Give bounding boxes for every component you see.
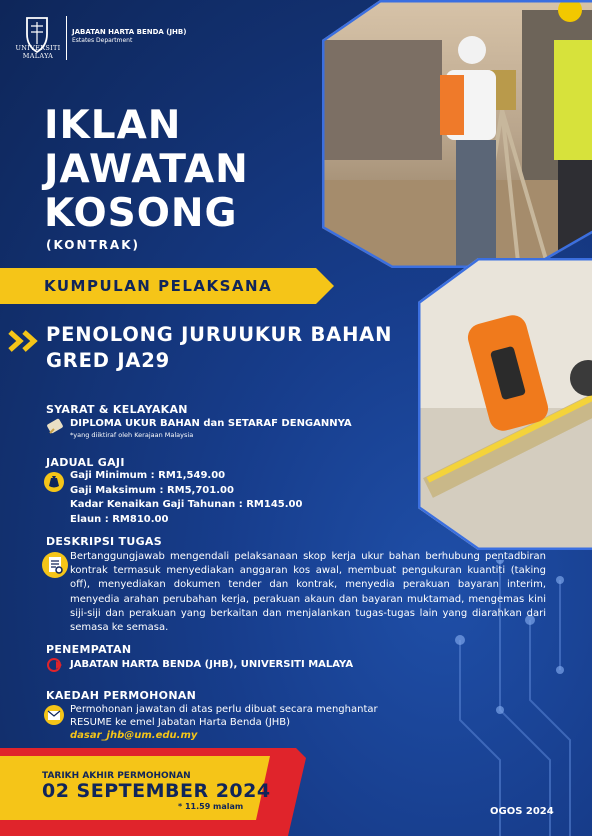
application-text: Permohonan jawatan di atas perlu dibuat secara menghantar RESUME ke emel Jabatan Harta Benda (JHB) xyxy=(70,704,378,728)
qualification-note: *yang diiktiraf oleh Kerajaan Malaysia xyxy=(70,431,194,439)
page-title: IKLAN JAWATAN KOSONG xyxy=(44,103,249,236)
salary-min: Gaji Minimum : RM1,549.00 xyxy=(70,470,226,481)
placement-text: JABATAN HARTA BENDA (JHB), UNIVERSITI MALAYA xyxy=(70,659,354,670)
duties-heading: DESKRIPSI TUGAS xyxy=(46,535,162,548)
salary-allowance: Elaun : RM810.00 xyxy=(70,513,169,525)
salary-increment: Kadar Kenaikan Gaji Tahunan : RM145.00 xyxy=(70,499,303,510)
contract-label: (KONTRAK) xyxy=(46,238,140,252)
qualification-text: DIPLOMA UKUR BAHAN dan SETARAF DENGANNYA xyxy=(70,418,352,429)
surveyor-photo xyxy=(322,0,592,268)
duties-text: Bertanggungjawab mengendali pelaksanaan skop kerja ukur bahan berhubung pentadbiran kontrak termasuk menyediakan anggaran kos awal, membuat pengukuran kuantiti (taking off), menyediakan dokumen tender dan kontrak, menyedia perakuan bayaran interim, menyedia arahan perubahan kerja, perakuan akaun dan bayaran muktamad, mengemas kini siji-siji dan perakuan yang berkaitan dan menjalankan tugas-tugas lain yang diarahkan dari semasa ke semasa. xyxy=(70,551,546,634)
money-bag-icon xyxy=(44,472,64,492)
department-subtitle: Estates Department xyxy=(72,37,133,44)
placement-heading: PENEMPATAN xyxy=(46,643,132,656)
department-name: JABATAN HARTA BENDA (JHB) xyxy=(72,28,187,36)
location-pin-icon xyxy=(46,657,64,673)
deadline-time: * 11.59 malam xyxy=(178,802,244,811)
application-heading: KAEDAH PERMOHONAN xyxy=(46,689,197,702)
application-email-link[interactable]: dasar_jhb@um.edu.my xyxy=(70,730,198,741)
university-name: UNIVERSITI MALAYA xyxy=(15,44,61,60)
job-description-icon xyxy=(42,552,68,578)
position-title: PENOLONG JURUUKUR BAHAN GRED JA29 xyxy=(46,323,393,372)
email-icon xyxy=(44,705,64,725)
diploma-scroll-icon xyxy=(46,417,64,437)
salary-max: Gaji Maksimum : RM5,701.00 xyxy=(70,484,234,496)
issue-date: OGOS 2024 xyxy=(490,806,554,817)
qualification-heading: SYARAT & KELAYAKAN xyxy=(46,403,188,416)
deadline-label: TARIKH AKHIR PERMOHONAN xyxy=(42,771,191,781)
salary-table xyxy=(70,469,302,527)
deadline-date: 02 SEPTEMBER 2024 xyxy=(42,780,271,802)
double-chevron-icon xyxy=(8,330,42,352)
group-label: KUMPULAN PELAKSANA xyxy=(44,277,273,295)
header-divider xyxy=(66,16,67,60)
measuring-tape-photo xyxy=(418,258,592,550)
salary-heading: JADUAL GAJI xyxy=(46,456,125,469)
